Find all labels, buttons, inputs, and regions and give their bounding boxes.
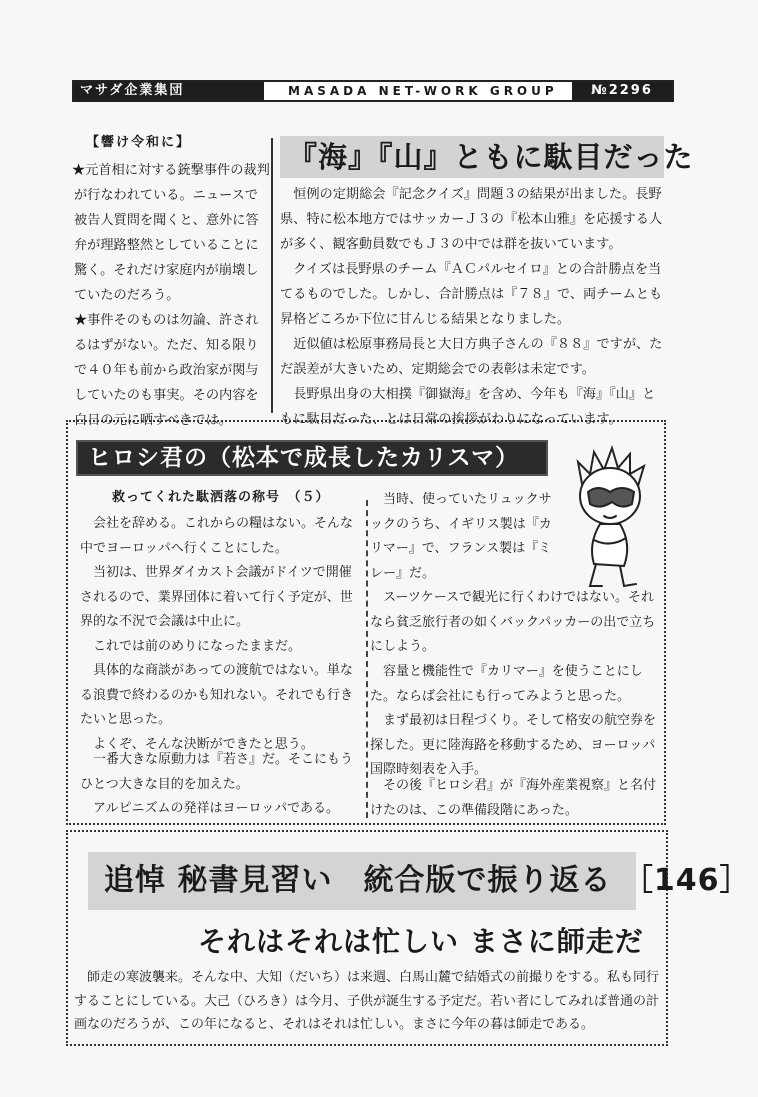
hiroshi-paragraph: まず最初は日程づくり。そして格安の航空券を探した。更に陸海路を移動するため、ヨーロッパ国際時刻表を入手。 (370, 713, 657, 777)
top-article-paragraph: 近似値は松原事務局長と大日方典子さんの『８８』ですが、ただ誤差が大きいため、定期総会での表彰は未定です。 (280, 337, 663, 377)
column-divider (271, 138, 273, 413)
tsuito-title: 追悼 秘書見習い 統合版で振り返る ［146］ (88, 852, 636, 910)
top-article-paragraph: 長野県出身の大相撲『御嶽海』を含め、今年も『海』『山』ともに駄目だった、とは日常の挨拶がわりになっています。 (280, 387, 656, 427)
column-paragraph: ★事件そのものは勿論、許されるはずがない。ただ、知る限りで４０年も前から政治家が関与していたのも事実。その内容を白日の元に晒すべきでは。 (74, 313, 259, 428)
cartoon-character-icon (560, 444, 660, 594)
masthead-name-en: MASADA NET-WORK GROUP (288, 84, 558, 98)
hiroshi-paragraph: 当時、使っていたリュックサックのうち、イギリス製は『カリマー』で、フランス製は『ミレー』だ。 (370, 492, 552, 581)
hiroshi-paragraph: 一番大きな原動力は『若さ』だ。そこにもうひとつ大きな目的を加えた。 (80, 752, 354, 792)
hiroshi-paragraph: 具体的な商談があっての渡航ではない。単なる浪費で終わるのかも知れない。それでも行きたいと思った。 (80, 663, 354, 727)
issue-number: №2296 (572, 82, 672, 100)
column-title: 【響け令和に】 (86, 135, 192, 150)
tsuito-subtitle: それはそれは忙しい まさに師走だ (198, 925, 644, 958)
tsuito-paragraph: 師走の寒波襲来。そんな中、大知（だいち）は来週、白馬山麓で結婚式の前撮りをする。私も同行することにしている。大己（ひろき）は今月、子供が誕生する予定だ。若い者にしてみれば普通の計画なのだろうが、この年になると、それはそれは忙しい。まさに今年の暮は師走である。 (74, 970, 660, 1032)
masthead-name-ja: マサダ企業集団 (74, 82, 264, 100)
hiroshi-title: ヒロシ君の（松本で成長したカリスマ） (88, 445, 520, 471)
hiroshi-subtitle: 救ってくれた駄洒落の称号 （５） (112, 490, 330, 505)
column-paragraph: ★元首相に対する銃撃事件の裁判が行なわれている。ニュースで被告人質問を聞くと、意外に答弁が理路整然としていることに驚く。それだけ家庭内が崩壊していたのだろう。 (72, 163, 270, 303)
hiroshi-paragraph: その後『ヒロシ君』が『海外産業視察』と名付けたのは、この準備段階にあった。 (370, 778, 657, 818)
hiroshi-paragraph: よくぞ、そんな決断ができたと思う。 (93, 737, 314, 752)
top-article-paragraph: クイズは長野県のチーム『ＡＣパルセイロ』との合計勝点を当てるものでした。しかし、合計勝点は『７８』で、両チームとも昇格どころか下位に甘んじる結果となりました。 (280, 262, 663, 327)
hiroshi-paragraph: スーツケースで観光に行くわけではない。それなら貧乏旅行者の如くバックパッカーの出で立ちにしよう。 (370, 590, 656, 654)
top-article-title: 『海』『山』ともに駄目だった (280, 136, 664, 178)
hiroshi-paragraph: 会社を辞める。これからの糧はない。そんな中でヨーロッパへ行くことにした。 (80, 516, 354, 556)
hiroshi-paragraph: これでは前のめりになったままだ。 (93, 639, 302, 654)
hiroshi-paragraph: 容量と機能性で『カリマー』を使うことにした。ならば会社にも行ってみようと思った。 (370, 664, 643, 704)
masthead (72, 80, 674, 102)
hiroshi-paragraph: アルピニズムの発祥はヨーロッパである。 (93, 801, 339, 816)
top-article-paragraph: 恒例の定期総会『記念クイズ』問題３の結果が出ました。長野県、特に松本地方ではサッカーＪ３の『松本山雅』を応援する人が多く、観客動員数でもＪ３の中では群を抜いています。 (280, 187, 663, 252)
hiroshi-paragraph: 当初は、世界ダイカスト会議がドイツで開催されるので、業界団体に着いて行く予定が、世界的な不況で会議は中止に。 (80, 565, 353, 629)
hiroshi-column-divider (366, 500, 368, 818)
